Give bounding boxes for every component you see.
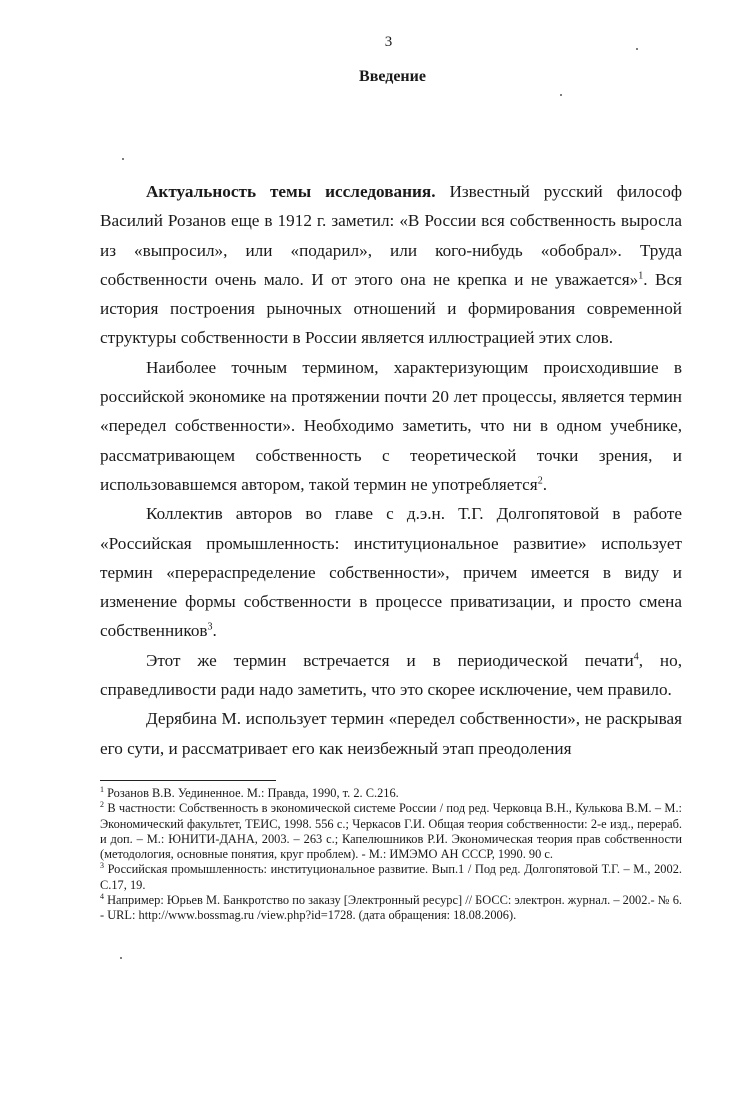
section-heading: Введение bbox=[359, 68, 426, 85]
paragraph-text: Известный русский философ Василий Розанов еще в 1912 г. заметил: «В России вся собственность выросла из «выпросил», или «подарил», или кого-нибудь «обобрал». Труда собственности очень мало. И от этого она не крепка и не уважается» bbox=[100, 182, 682, 289]
paragraph-1 bbox=[100, 177, 682, 353]
paragraph-2 bbox=[100, 353, 682, 499]
footnote-text: Российская промышленность: институциональное развитие. Вып.1 / Под ред. Долгопятовой Т.Г. – М., 2002. С.17, 19. bbox=[100, 862, 682, 892]
footnote-1 bbox=[100, 786, 682, 801]
paragraph-text: Наиболее точным термином, характеризующим происходившие в российской экономике на протяжении почти 20 лет процессы, является термин «передел собственности». Необходимо заметить, что ни в одном учебнике, рассматривающем собственность с теоретической точки зрения, и использовавшемся автором, такой термин не употребляется bbox=[100, 357, 682, 494]
paragraph-5 bbox=[100, 704, 682, 763]
footnote-text: Розанов В.В. Уединенное. М.: Правда, 1990, т. 2. С.216. bbox=[104, 786, 399, 800]
body-text bbox=[100, 177, 682, 763]
paragraph-text: Коллектив авторов во главе с д.э.н. Т.Г. Долгопятовой в работе «Российская промышленность: институциональное развитие» использует термин «перераспределение собственности», причем имеется в виду и изменение формы собственности в процессе приватизации, и просто смена собственников bbox=[100, 504, 682, 641]
footnote-number: 3 bbox=[100, 861, 104, 871]
paragraph-4 bbox=[100, 646, 682, 705]
footnotes bbox=[100, 786, 682, 924]
footnote-ref: 1 bbox=[638, 270, 644, 282]
footnote-4 bbox=[100, 893, 682, 924]
paragraph-tail: . bbox=[212, 621, 217, 641]
scan-speck bbox=[122, 158, 124, 160]
footnote-text: Например: Юрьев М. Банкротство по заказу [Электронный ресурс] // БОСС: электрон. журнал. – 2002.- № 6. - URL: http://www.bossmag.ru /view.php?id=1728. (дата обращения: 18.08.2006). bbox=[100, 893, 682, 923]
paragraph-text: Дерябина М. использует термин «передел собственности», не раскрывая его сути, и рассматривает его как неизбежный этап преодоления bbox=[100, 709, 682, 758]
footnote-ref: 4 bbox=[633, 651, 639, 663]
footnote-ref: 2 bbox=[537, 475, 543, 487]
scan-speck bbox=[636, 48, 638, 50]
footnote-ref: 3 bbox=[207, 621, 213, 633]
paragraph-tail: . bbox=[542, 474, 547, 494]
footnote-number: 2 bbox=[100, 800, 104, 810]
paragraph-text: Этот же термин встречается и в периодической печати bbox=[146, 650, 634, 670]
paragraph-tail: , но, справедливости ради надо заметить, что это скорее исключение, чем правило. bbox=[100, 650, 682, 700]
paragraph-lead: Актуальность темы исследования. bbox=[146, 182, 436, 201]
page-number: 3 bbox=[384, 34, 393, 50]
footnote-separator bbox=[100, 780, 276, 781]
paragraph-3 bbox=[100, 499, 682, 645]
footnote-number: 4 bbox=[100, 891, 104, 901]
footnote-number: 1 bbox=[100, 784, 104, 794]
footnote-text: В частности: Собственность в экономической системе России / под ред. Черковца В.Н., Кулькова В.М. – М.: Экономический факультет, ТЕИС, 1998. 556 с.; Черкасов Г.И. Общая теория собственности: 2-е изд., перераб. и доп. – М.: ЮНИТИ-ДАНА, 2003. – 263 с.; Капелюшников Р.И. Экономическая теория прав собственности (методология, основные понятия, круг проблем). - М.: ИМЭМО АН СССР, 1990. 90 с. bbox=[100, 801, 682, 862]
paragraph-tail: . Вся история построения рыночных отношений и формирования современной структуры собственности в России является иллюстрацией этих слов. bbox=[100, 269, 683, 348]
footnote-2 bbox=[100, 801, 682, 862]
scan-speck bbox=[120, 957, 122, 959]
footnote-3 bbox=[100, 862, 682, 893]
scan-speck bbox=[560, 94, 562, 96]
